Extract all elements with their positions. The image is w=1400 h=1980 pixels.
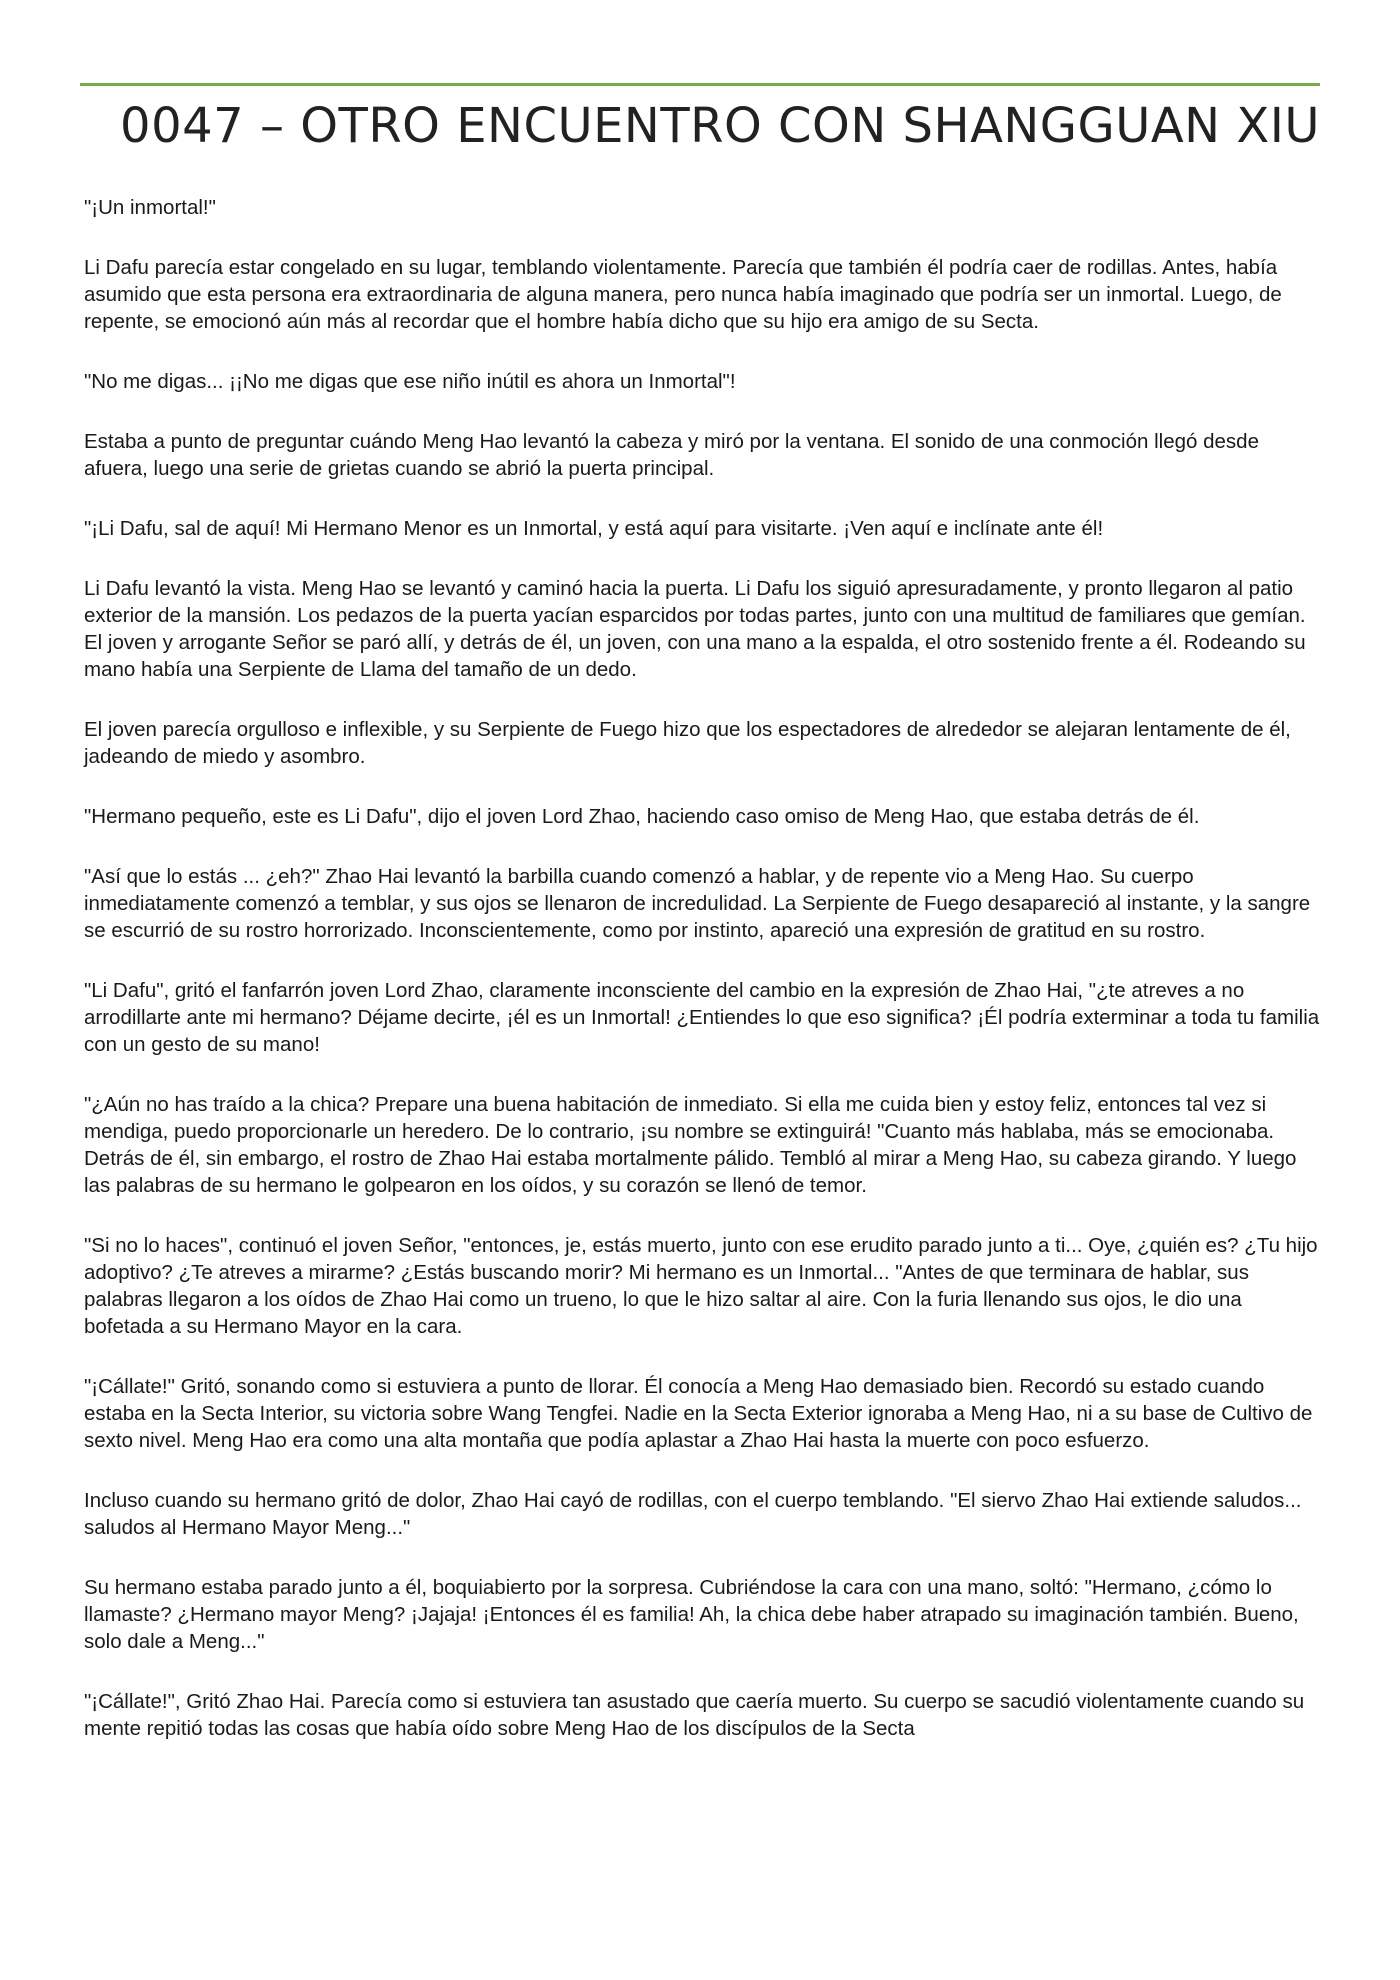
paragraph: "Hermano pequeño, este es Li Dafu", dijo el joven Lord Zhao, haciendo caso omiso de Meng Hao, que estaba detrás de él. [84,805,1200,828]
chapter-title: 0047 – OTRO ENCUENTRO CON SHANGGUAN XIU [120,98,1320,154]
paragraph: Estaba a punto de preguntar cuándo Meng Hao levantó la cabeza y miró por la ventana. El sonido de una conmoción llegó desde afuera, luego una serie de grietas cuando se abrió la puerta principal. [84,430,1259,480]
paragraph: "¿Aún no has traído a la chica? Prepare una buena habitación de inmediato. Si ella me cuida bien y estoy feliz, entonces tal vez si mendiga, puedo proporcionarle un heredero. De lo contrario, ¡su nombre se extinguirá! "Cuanto más hablaba, más se emocionaba. Detrás de él, sin embargo, el rostro de Zhao Hai estaba mortalmente pálido. Tembló al mirar a Meng Hao, su cabeza girando. Y luego las palabras de su hermano le golpearon en los oídos, y su corazón se llenó de temor. [84,1093,1297,1197]
paragraph: Li Dafu levantó la vista. Meng Hao se levantó y caminó hacia la puerta. Li Dafu los siguió apresuradamente, y pronto llegaron al patio exterior de la mansión. Los pedazos de la puerta yacían esparcidos por todas partes, junto con una multitud de familiares que gemían. El joven y arrogante Señor se paró allí, y detrás de él, un joven, con una mano a la espalda, el otro sostenido frente a él. Rodeando su mano había una Serpiente de Llama del tamaño de un dedo. [84,577,1306,681]
paragraph: "No me digas... ¡¡No me digas que ese niño inútil es ahora un Inmortal"! [84,370,736,393]
paragraph: "¡Un inmortal!" [84,196,216,219]
paragraph: "Si no lo haces", continuó el joven Señor, "entonces, je, estás muerto, junto con ese erudito parado junto a ti... Oye, ¿quién es? ¿Tu hijo adoptivo? ¿Te atreves a mirarme? ¿Estás buscando morir? Mi hermano es un Inmortal... "Antes de que terminara de hablar, sus palabras llegaron a los oídos de Zhao Hai como un trueno, lo que le hizo saltar al aire. Con la furia llenando sus ojos, le dio una bofetada a su Hermano Mayor en la cara. [84,1234,1318,1338]
paragraph: Li Dafu parecía estar congelado en su lugar, temblando violentamente. Parecía que también él podría caer de rodillas. Antes, había asumido que esta persona era extraordinaria de alguna manera, pero nunca había imaginado que podría ser un inmortal. Luego, de repente, se emocionó aún más al recordar que el hombre había dicho que su hijo era amigo de su Secta. [84,256,1282,333]
paragraph: El joven parecía orgulloso e inflexible, y su Serpiente de Fuego hizo que los espectadores de alrededor se alejaran lentamente de él, jadeando de miedo y asombro. [84,718,1291,768]
paragraph: Incluso cuando su hermano gritó de dolor, Zhao Hai cayó de rodillas, con el cuerpo temblando. "El siervo Zhao Hai extiende saludos... saludos al Hermano Mayor Meng..." [84,1489,1302,1539]
header-rule [80,83,1320,86]
paragraph: "Li Dafu", gritó el fanfarrón joven Lord Zhao, claramente inconsciente del cambio en la expresión de Zhao Hai, "¿te atreves a no arrodillarte ante mi hermano? Déjame decirte, ¡él es un Inmortal! ¿Entiendes lo que eso significa? ¡Él podría exterminar a toda tu familia con un gesto de su mano! [84,979,1320,1056]
paragraph: "¡Cállate!" Gritó, sonando como si estuviera a punto de llorar. Él conocía a Meng Hao demasiado bien. Recordó su estado cuando estaba en la Secta Interior, su victoria sobre Wang Tengfei. Nadie en la Secta Exterior ignoraba a Meng Hao, ni a su base de Cultivo de sexto nivel. Meng Hao era como una alta montaña que podía aplastar a Zhao Hai hasta la muerte con poco esfuerzo. [84,1375,1313,1452]
paragraph: "Así que lo estás ... ¿eh?" Zhao Hai levantó la barbilla cuando comenzó a hablar, y de repente vio a Meng Hao. Su cuerpo inmediatamente comenzó a temblar, y sus ojos se llenaron de incredulidad. La Serpiente de Fuego desapareció al instante, y la sangre se escurrió de su rostro horrorizado. Inconscientemente, como por instinto, apareció una expresión de gratitud en su rostro. [84,865,1311,942]
chapter-body [84,194,1324,1742]
paragraph: "¡Cállate!", Gritó Zhao Hai. Parecía como si estuviera tan asustado que caería muerto. Su cuerpo se sacudió violentamente cuando su mente repitió todas las cosas que había oído sobre Meng Hao de los discípulos de la Secta [84,1690,1305,1740]
paragraph: "¡Li Dafu, sal de aquí! Mi Hermano Menor es un Inmortal, y está aquí para visitarte. ¡Ven aquí e inclínate ante él! [84,517,1104,540]
paragraph: Su hermano estaba parado junto a él, boquiabierto por la sorpresa. Cubriéndose la cara con una mano, soltó: "Hermano, ¿cómo lo llamaste? ¿Hermano mayor Meng? ¡Jajaja! ¡Entonces él es familia! Ah, la chica debe haber atrapado su imaginación también. Bueno, solo dale a Meng..." [84,1576,1299,1653]
